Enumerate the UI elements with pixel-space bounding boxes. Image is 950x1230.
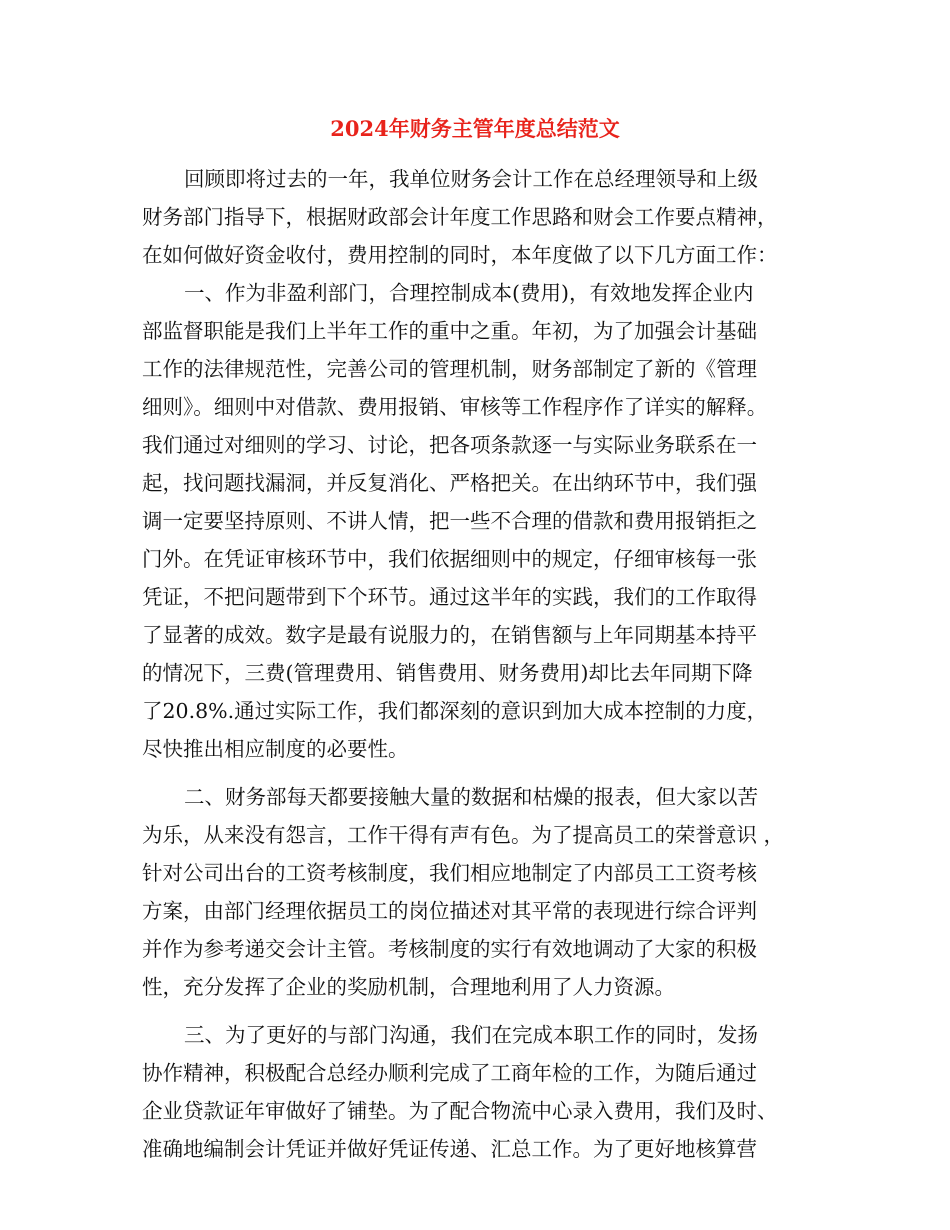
text-line: 了显著的成效。数字是最有说服力的，在销售额与上年同期基本持平 bbox=[142, 623, 757, 647]
paragraph-intro bbox=[142, 160, 812, 274]
document-body bbox=[142, 160, 812, 1168]
text-line: 细则》。细则中对借款、费用报销、审核等工作程序作了详实的解释。 bbox=[142, 395, 768, 419]
text-line: 三、为了更好的与部门沟通，我们在完成本职工作的同时，发扬 bbox=[184, 1023, 758, 1047]
text-line: 调一定要坚持原则、不讲人情，把一些不合理的借款和费用报销拒之 bbox=[142, 509, 757, 533]
text-line: 的情况下，三费(管理费用、销售费用、财务费用)却比去年同期下降 bbox=[142, 661, 753, 685]
text-line: 起，找问题找漏洞，并反复消化、严格把关。在出纳环节中，我们强 bbox=[142, 471, 757, 495]
text-line: 回顾即将过去的一年，我单位财务会计工作在总经理领导和上级 bbox=[184, 167, 758, 191]
paragraph-section-1 bbox=[142, 274, 812, 768]
paragraph-spacer bbox=[142, 768, 812, 778]
document-title: 2024年财务主管年度总结范文 bbox=[330, 116, 620, 141]
paragraph-section-3 bbox=[142, 1016, 812, 1168]
text-line: 工作的法律规范性，完善公司的管理机制，财务部制定了新的《管理 bbox=[142, 357, 757, 381]
text-line: 为乐，从来没有怨言，工作干得有声有色。为了提高员工的荣誉意识 ， bbox=[142, 823, 785, 847]
text-line: 准确地编制会计凭证并做好凭证传递、汇总工作。为了更好地核算营 bbox=[142, 1137, 757, 1161]
text-line: 企业贷款证年审做好了铺垫。为了配合物流中心录入费用，我们及时、 bbox=[142, 1099, 778, 1123]
text-line: 二、财务部每天都要接触大量的数据和枯燥的报表，但大家以苦 bbox=[184, 785, 758, 809]
text-line: 凭证，不把问题带到下个环节。通过这半年的实践，我们的工作取得 bbox=[142, 585, 757, 609]
text-line: 并作为参考递交会计主管。考核制度的实行有效地调动了大家的积极 bbox=[142, 937, 757, 961]
text-line: 协作精神，积极配合总经办顺利完成了工商年检的工作，为随后通过 bbox=[142, 1061, 757, 1085]
text-line: 了20.8%.通过实际工作，我们都深刻的意识到加大成本控制的力度， bbox=[142, 699, 768, 723]
paragraph-spacer bbox=[142, 1006, 812, 1016]
text-line: 财务部门指导下，根据财政部会计年度工作思路和财会工作要点精神， bbox=[142, 205, 778, 229]
text-line: 针对公司出台的工资考核制度，我们相应地制定了内部员工工资考核 bbox=[142, 861, 757, 885]
text-line: 尽快推出相应制度的必要性。 bbox=[142, 737, 409, 761]
paragraph-section-2 bbox=[142, 778, 812, 1006]
text-line: 在如何做好资金收付，费用控制的同时，本年度做了以下几方面工作： bbox=[142, 243, 778, 267]
text-line: 性，充分发挥了企业的奖励机制，合理地利用了人力资源。 bbox=[142, 975, 675, 999]
text-line: 门外。在凭证审核环节中，我们依据细则中的规定，仔细审核每一张 bbox=[142, 547, 757, 571]
text-line: 方案，由部门经理依据员工的岗位描述对其平常的表现进行综合评判 bbox=[142, 899, 757, 923]
text-line: 一、作为非盈利部门，合理控制成本(费用)，有效地发挥企业内 bbox=[184, 281, 754, 305]
text-line: 部监督职能是我们上半年工作的重中之重。年初，为了加强会计基础 bbox=[142, 319, 757, 343]
text-line: 我们通过对细则的学习、讨论，把各项条款逐一与实际业务联系在一 bbox=[142, 433, 757, 457]
